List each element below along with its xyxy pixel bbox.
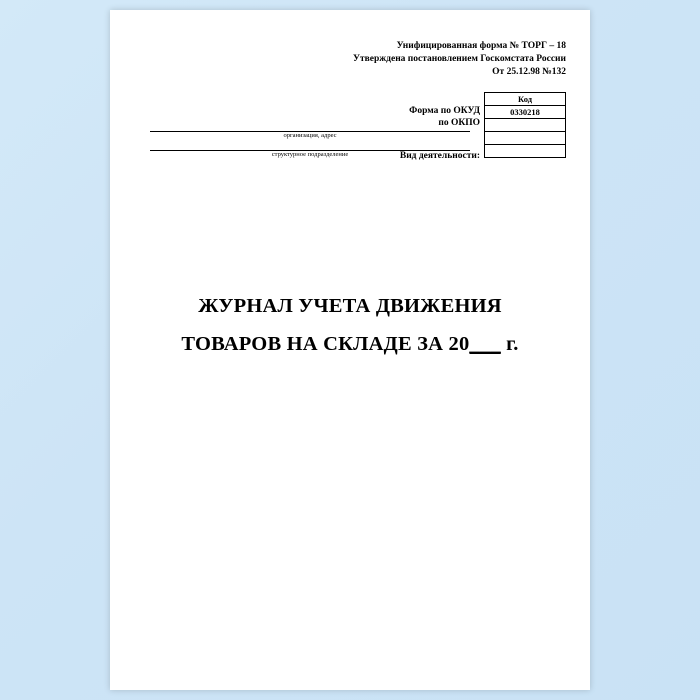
page-title-year-blank: ___ (469, 332, 501, 355)
table-row (485, 106, 566, 119)
label-activity-type: Вид деятельности: (399, 151, 480, 161)
form-header-line-2: Утверждена постановлением Госкомстата России (353, 53, 566, 64)
codes-table-cell-okud: 0330218 (485, 106, 566, 119)
page-title-line-2-prefix: ТОВАРОВ НА СКЛАДЕ ЗА 20 (181, 332, 470, 355)
table-row (485, 145, 566, 158)
codes-table (484, 92, 566, 158)
document-page (110, 10, 590, 690)
codes-table-cell-empty (485, 132, 566, 145)
codes-table-header: Код (485, 93, 566, 106)
label-okpo: по ОКПО (438, 118, 480, 128)
page-title-line-2 (146, 326, 554, 364)
page-title-line-2-suffix: г. (500, 332, 519, 355)
table-row (485, 93, 566, 106)
form-header-line-3: От 25.12.98 №132 (492, 66, 566, 77)
table-row (485, 132, 566, 145)
codes-table-cell-activity (485, 145, 566, 158)
page-title (146, 288, 554, 364)
form-header-line-1: Унифицированная форма № ТОРГ – 18 (396, 41, 566, 51)
organization-caption: организация, адрес (283, 132, 337, 139)
codes-table-cell-okpo (485, 119, 566, 132)
form-header-block (353, 40, 566, 78)
page-title-line-1: ЖУРНАЛ УЧЕТА ДВИЖЕНИЯ (198, 295, 502, 317)
table-row (485, 119, 566, 132)
label-okud: Форма по ОКУД (409, 106, 480, 116)
subdivision-caption: структурное подразделение (271, 151, 349, 158)
